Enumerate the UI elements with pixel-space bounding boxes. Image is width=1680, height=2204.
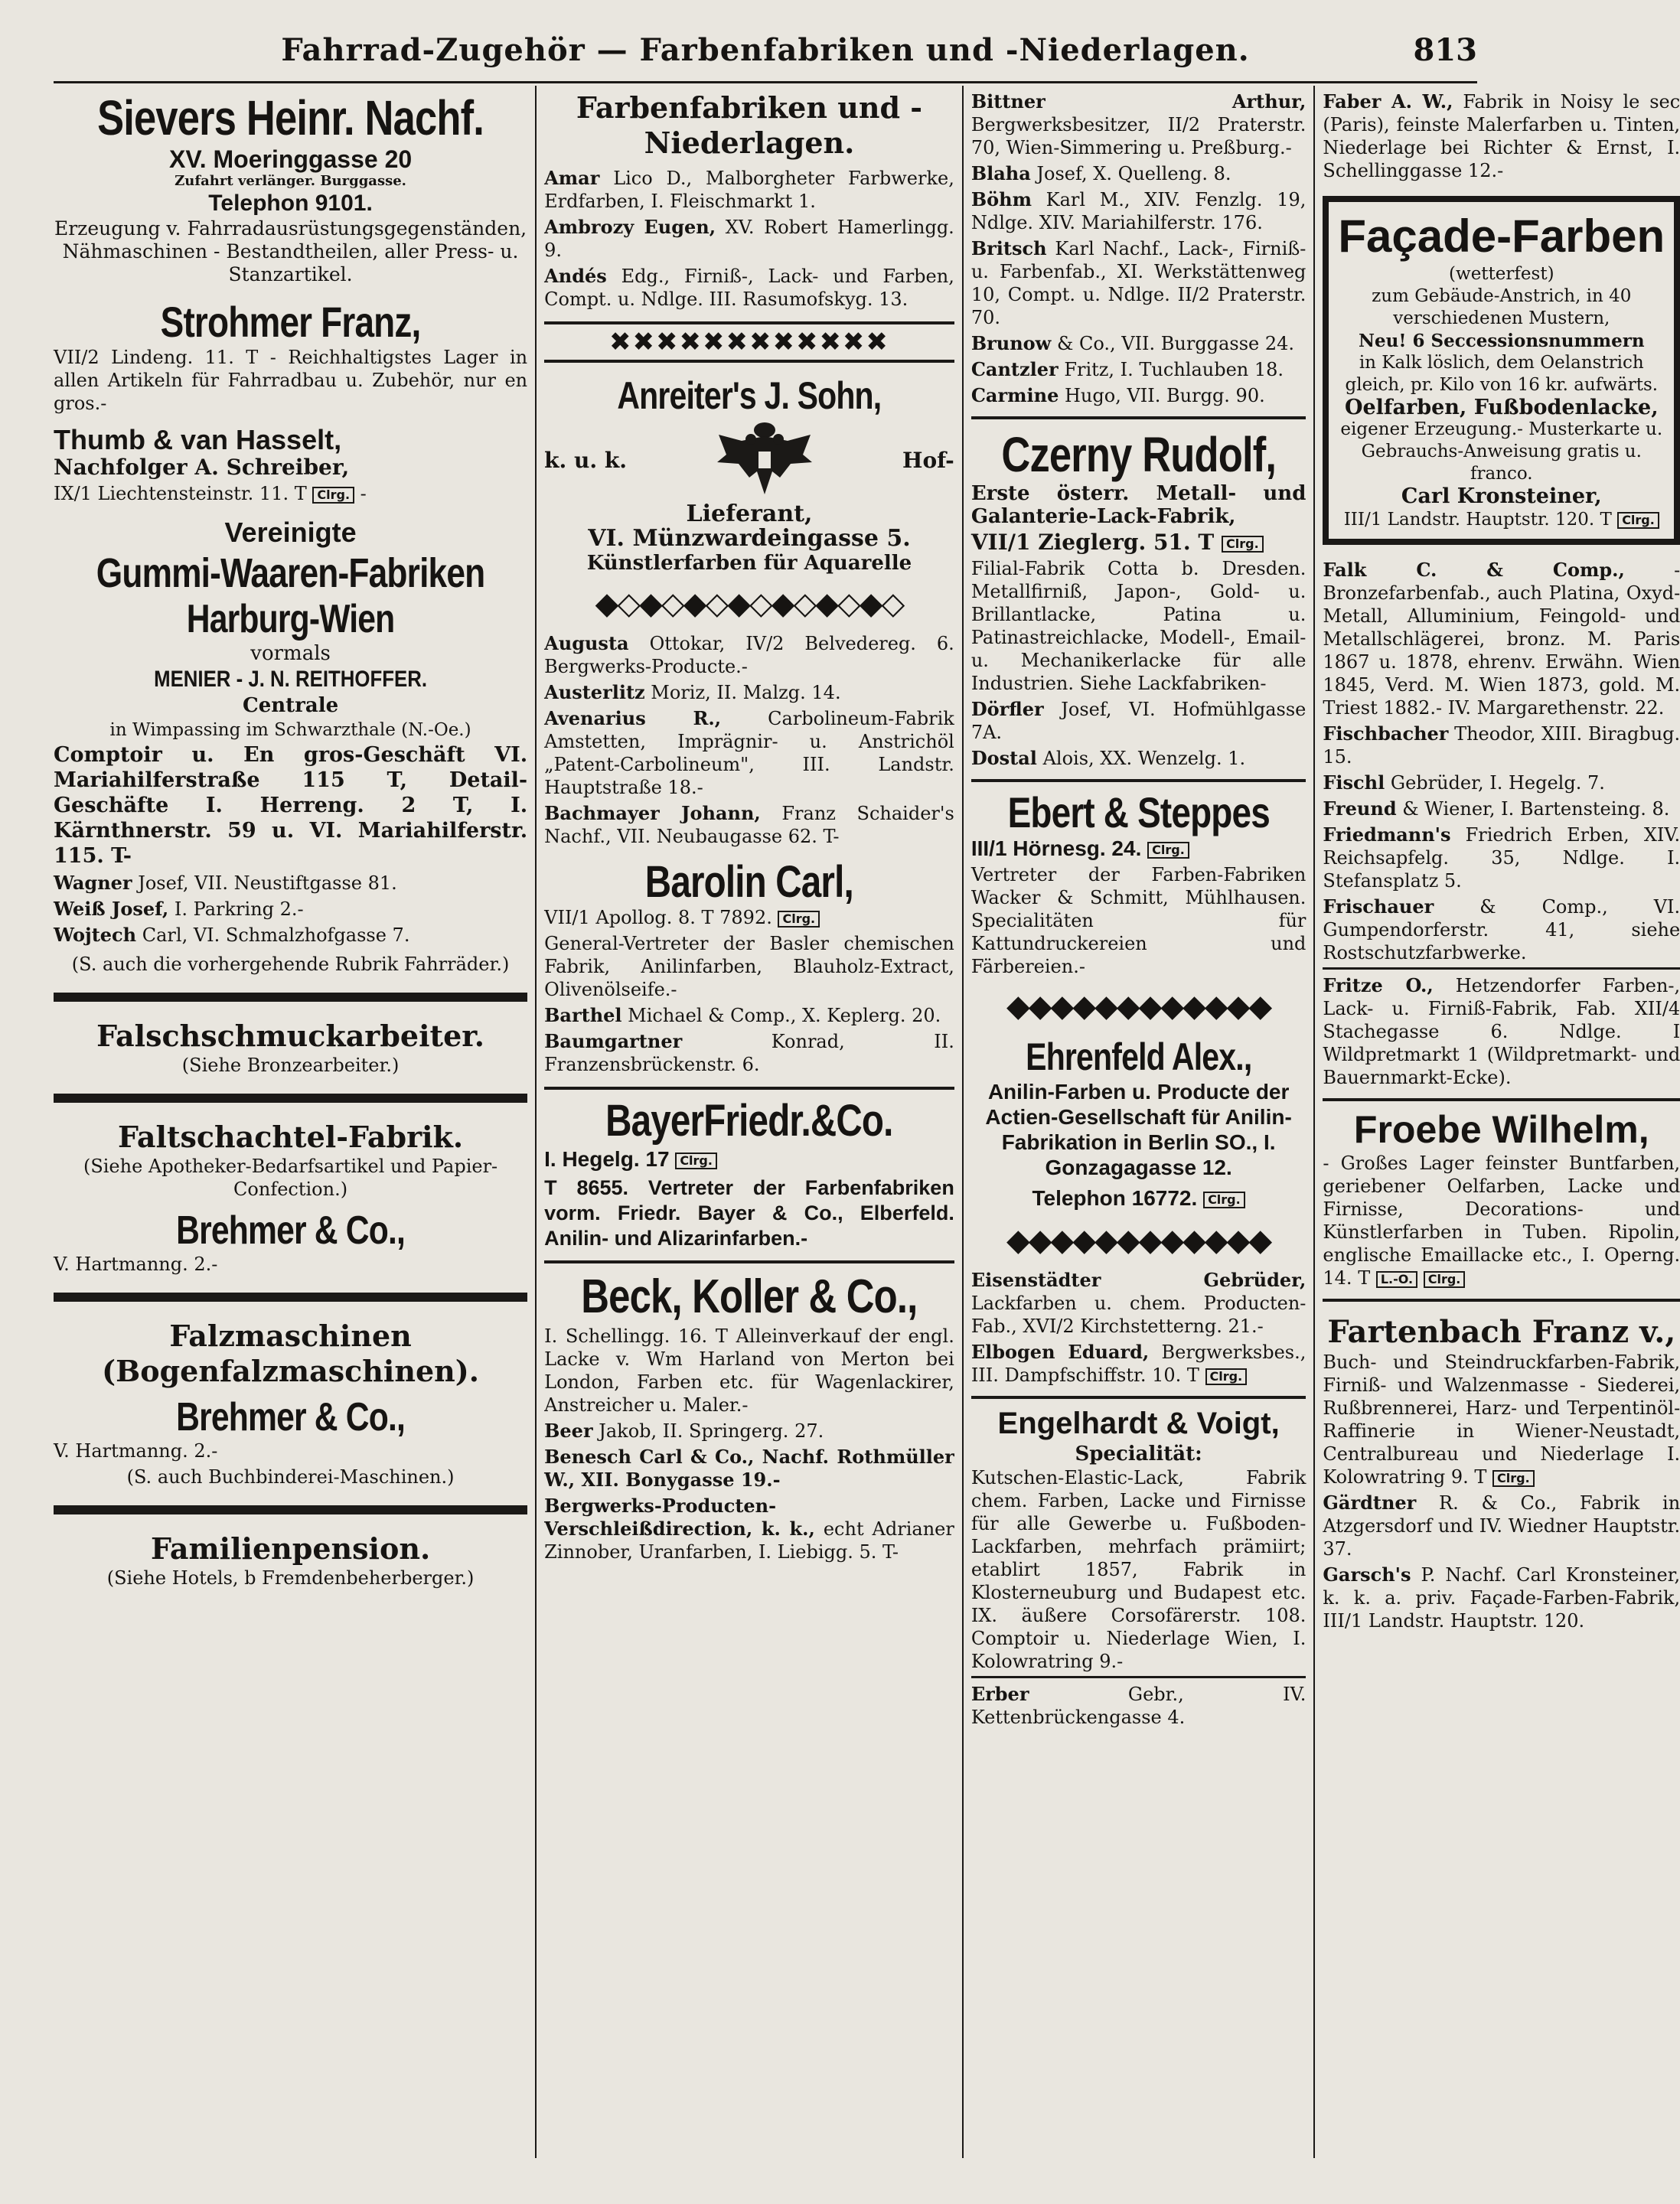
entry-text: & Comp., VI. Gumpendorferstr. 41, siehe Rostschutzfarbwerke. <box>1323 896 1680 963</box>
address-line <box>971 837 1306 860</box>
entry-name: Fritze O., <box>1323 974 1434 996</box>
text: in Kalk löslich, dem Oelanstrich gleich, pr. Kilo von 16 kr. aufwärts. <box>1345 353 1659 395</box>
entry-name: Frischauer <box>1323 895 1434 918</box>
address-line: IX/1 Liechtensteinstr. 11. T Clrg. - <box>54 483 367 504</box>
description: T 8655. Vertreter der Farbenfabriken vorm. Friedr. Bayer & Co., Elberfeld. Anilin- und Alizarinfarben.- <box>544 1176 954 1250</box>
ad-thumb <box>54 424 527 505</box>
description: Erzeugung v. Fahrradausrüstungsgegenständen, Nähmaschinen - Bestandtheilen, aller Press- u. Stanzartikel. <box>54 217 527 285</box>
list-item <box>971 698 1306 744</box>
section-rule <box>54 993 527 1002</box>
list-item <box>1323 559 1680 719</box>
entry-name: Dörfler <box>970 698 1044 720</box>
address: IX/1 Liechtensteinstr. 11. T <box>54 483 307 504</box>
column-3 <box>962 86 1314 2158</box>
cross-reference: (S. auch die vorhergehende Rubrik Fahrräder.) <box>71 954 510 975</box>
list-item <box>544 216 954 262</box>
address: VII/1 Apollog. 8. T 7892. <box>544 907 772 928</box>
entry-name: Benesch Carl & Co., Nachf. Rothmüller W., XII. Bonygasse 19.- <box>544 1446 954 1491</box>
entry-text: Edg., Firniß-, Lack- und Farben, Compt. u. Ndlge. III. Rasumofskyg. 13. <box>544 266 954 310</box>
entry-name: Barthel <box>544 1004 622 1026</box>
entry-text: Alois, XX. Wenzelg. 1. <box>1042 748 1246 769</box>
list-item <box>971 384 1306 407</box>
list-item <box>971 332 1306 355</box>
running-header <box>54 26 1477 83</box>
list-item <box>54 898 527 921</box>
company-name: Ebert & Steppes <box>1007 788 1270 836</box>
entry-name: Fischl <box>1323 771 1385 794</box>
entry-text: Josef, VI. Hofmühlgasse 7A. <box>970 699 1306 743</box>
entry-name: Falk C. & Comp., <box>1323 559 1625 581</box>
list-item <box>1323 895 1680 964</box>
ad-froebe <box>1323 1098 1680 1289</box>
entry-text: Bergwerksbesitzer, II/2 Praterstr. 70, Wien-Simmering u. Preßburg.- <box>970 114 1306 158</box>
entry-text: Konrad, II. Franzensbrückenstr. 6. <box>544 1031 954 1075</box>
ad-strohmer <box>54 298 527 415</box>
address-line <box>1338 509 1665 531</box>
list-item <box>544 681 954 704</box>
list-item <box>1323 797 1680 820</box>
section-heading: Falzmaschinen (Bogenfalzmaschinen). <box>102 1319 479 1388</box>
clearing-badge: Clrg. <box>778 911 820 928</box>
entry-text: Gebrüder, I. Hegelg. 7. <box>1390 772 1605 794</box>
purveyor-line <box>544 418 954 502</box>
entry-name: Wojtech <box>54 924 137 946</box>
entry-name: Böhm <box>970 188 1032 210</box>
section-rule <box>54 1094 527 1103</box>
list-item <box>971 1341 1306 1387</box>
list-item <box>54 924 527 947</box>
section-heading: Familienpension. <box>150 1531 431 1566</box>
ad-engelhardt <box>971 1396 1306 1673</box>
list-item <box>544 802 954 848</box>
zufahrt: Zufahrt verlänger. Burggasse. <box>175 173 406 189</box>
successor: Nachfolger A. Schreiber, <box>54 455 350 480</box>
entry-name: Britsch <box>970 237 1047 259</box>
entry-text: Bergwerksbes., III. Dampfschiffstr. 10. T <box>970 1342 1306 1386</box>
entry-text: Carl, VI. Schmalzhofgasse 7. <box>142 924 410 946</box>
section-heading: Farbenfabriken und -Niederlagen. <box>576 90 923 160</box>
header-title: Fahrrad-Zugehör — Farbenfabriken und -Niederlagen. <box>281 32 1250 68</box>
column-1 <box>54 86 535 2158</box>
entry-name: Fischbacher <box>1323 722 1449 745</box>
cross-reference: (Siehe Apotheker-Bedarfsartikel und Papier-Confection.) <box>83 1156 498 1200</box>
ornament-divider: ✖✖✖✖✖✖✖✖✖✖✖✖ <box>544 321 954 363</box>
company-name: BayerFriedr.&Co. <box>605 1096 893 1146</box>
gummi-l7: in Wimpassing im Schwarzthale (N.-Oe.) <box>109 720 471 740</box>
double-eagle-icon <box>711 418 818 502</box>
telephon: Telephon 9101. <box>208 191 373 216</box>
entry-text: Fabrik in Noisy le sec (Paris), feinste Malerfarben u. Tinten, Niederlage bei Richter & Ernst, I. Schellinggasse 12.- <box>1323 91 1680 181</box>
ad-barolin <box>544 859 954 1001</box>
entry-name: Wagner <box>54 872 132 894</box>
ad-ebert <box>971 779 1306 978</box>
entry-text: Hetzendorfer Farben-, Lack- u. Firniß-Fabrik, Fab. XII/4 Stachegasse 6. Ndlge. I Wildpretmarkt 1 (Wildpretmarkt- und Bauernmarkt-Ecke). <box>1323 975 1680 1088</box>
entry-name: Bergwerks-Producten-Verschleißdirection, k. k., <box>544 1495 815 1540</box>
list-item <box>971 162 1306 185</box>
entry-text: Lico D., Malborgheter Farbwerke, Erdfarben, I. Fleischmarkt 1. <box>544 168 954 212</box>
company-name: Fartenbach Franz v., <box>1327 1314 1676 1350</box>
address: VI. Münzwardeingasse 5. <box>588 525 911 552</box>
ad-bayer <box>544 1087 954 1251</box>
entry-text: Theodor, XIII. Biragbug. 15. <box>1323 723 1680 768</box>
text: zum Gebäude-Anstrich, in 40 verschiedenen Mustern, <box>1372 286 1632 328</box>
entry-name: Freund <box>1323 797 1397 820</box>
section-rule <box>54 1293 527 1302</box>
company-name: Brehmer & Co., <box>176 1208 406 1253</box>
facade-body <box>1338 263 1665 531</box>
specialty: Künstlerfarben für Aquarelle <box>586 552 912 575</box>
list-item <box>54 872 527 895</box>
gummi-l3: Harburg-Wien <box>186 597 395 641</box>
address: VII/1 Zieglerg. 51. T <box>970 530 1215 555</box>
list-item <box>544 1446 954 1492</box>
description: Filial-Fabrik Cotta b. Dresden. Metallfirniß, Japon-, Gold- u. Brillantlacke, Patina u. Patinastreichlacke, Modell-, Email- u. Mechanikerlacke für alle Industrien. Siehe Lackfabriken- <box>970 558 1306 694</box>
ad-fartenbach <box>1323 1299 1680 1488</box>
badge: L.-O. <box>1376 1271 1417 1288</box>
clearing-badge: Clrg. <box>312 487 354 504</box>
gummi-l5: MENIER - J. N. REITHOFFER. <box>154 667 428 692</box>
company-name: Barolin Carl, <box>644 857 854 907</box>
description-line <box>1323 1152 1680 1289</box>
entry-name: Bittner Arthur, <box>970 90 1306 112</box>
list-item <box>971 358 1306 381</box>
entry-name: Faber A. W., <box>1323 90 1453 112</box>
description: VII/2 Lindeng. 11. T - Reichhaltigstes Lager in allen Artikeln für Fahrradbau u. Zubehör, nur en gros.- <box>54 347 528 414</box>
section-heading: Falschschmuckarbeiter. <box>96 1019 485 1053</box>
address: V. Hartmanng. 2.- <box>54 1440 218 1462</box>
cross-reference: (Siehe Hotels, b Fremdenbeherberger.) <box>106 1567 475 1589</box>
entry-text: Michael & Comp., X. Keplerg. 20. <box>628 1005 941 1026</box>
address-line <box>544 906 954 929</box>
entry-name: Eisenstädter Gebrüder, <box>970 1269 1306 1291</box>
clearing-badge: Clrg. <box>1203 1192 1245 1208</box>
entry-name: Weiß Josef, <box>54 898 169 920</box>
ad-anreiter <box>544 373 954 575</box>
column-4 <box>1313 86 1680 2158</box>
list-item <box>1323 1563 1680 1632</box>
subtitle: (wetterfest) <box>1449 264 1554 284</box>
list-item <box>544 167 954 213</box>
list-item <box>544 1495 954 1563</box>
description: Buch- und Steindruckfarben-Fabrik, Firniß- und Walzenmasse - Siederei, Rußbrennerei, Harz- und Terpentinöl-Raffinerie in Wiener-Neustadt, Centralbureau und Niederlage I. Kolowratring 9. T <box>1323 1351 1680 1488</box>
company-name: Ehrenfeld Alex., <box>1025 1035 1252 1078</box>
company-name: Strohmer Franz, <box>160 298 421 346</box>
ad-czerny <box>971 416 1306 695</box>
entry-name: Avenarius R., <box>544 707 722 729</box>
entry-text: XV. Robert Hamerlingg. 9. <box>544 217 954 261</box>
gummi-l2: Gummi-Waaren-Fabriken <box>96 550 485 596</box>
address: III/1 Landstr. Hauptstr. 120. T <box>1343 510 1612 530</box>
description: Anilin-Farben u. Producte der Actien-Gesellschaft für Anilin-Fabrikation in Berlin SO., I. Gonzagagasse 12. <box>985 1080 1292 1179</box>
ad-sievers <box>54 90 527 286</box>
entry-text: & Wiener, I. Bartensteing. 8. <box>1402 798 1670 820</box>
page-number: 813 <box>1413 32 1477 68</box>
clearing-badge: Clrg. <box>1617 512 1659 529</box>
company-name: Sievers Heinr. Nachf. <box>97 90 484 145</box>
ad-beck <box>544 1260 954 1417</box>
entry-name: Carmine <box>970 384 1059 406</box>
company-name: Thumb & van Hasselt, <box>54 424 342 455</box>
entry-name: Cantzler <box>970 358 1059 380</box>
proprietor: Carl Kronsteiner, <box>1401 484 1602 508</box>
description: Kutschen-Elastic-Lack, Fabrik chem. Farben, Lacke und Firnisse für alle Gewerbe u. Fußboden-Lackfarben, mehrfach prämiirt; etablirt 1857, Fabrik in Klosterneuburg und Budapest etc. IX. äußere Corsofärerstr. 108. Comptoir u. Niederlage Wien, I. Kolowratring 9.- <box>970 1467 1306 1672</box>
entry-text: Karl M., XIV. Fenzlg. 19, Ndlge. XIV. Mariahilferstr. 176. <box>970 189 1306 233</box>
entry-text: I. Parkring 2.- <box>174 898 304 920</box>
description-line <box>1323 1351 1680 1488</box>
list-item <box>544 1004 954 1027</box>
clearing-badge: Clrg. <box>1147 842 1189 859</box>
description: - Großes Lager feinster Buntfarben, geriebener Oelfarben, Lacke und Firnisse, Decorations- und Künstlerfarben in Tuben. Ripolin, englische Emaillacke etc., I. Operng. 14. T <box>1323 1153 1680 1289</box>
cross-reference: (S. auch Buchbinderei-Maschinen.) <box>126 1466 455 1488</box>
text: eigener Erzeugung.- Musterkarte u. Gebrauchs-Anweisung gratis u. franco. <box>1340 419 1663 484</box>
entry-text: Gebr., IV. Kettenbrückengasse 4. <box>970 1684 1306 1728</box>
entry-name: Ambrozy Eugen, <box>544 216 716 238</box>
entry-name: Friedmann's <box>1323 823 1451 846</box>
company-name: Engelhardt & Voigt, <box>997 1407 1280 1440</box>
entry-name: Gärdtner <box>1323 1492 1417 1514</box>
company-name: Czerny Rudolf, <box>1001 427 1277 482</box>
clearing-badge: Clrg. <box>1222 536 1264 553</box>
company-name: Froebe Wilhelm, <box>1353 1108 1649 1151</box>
list-item <box>1323 90 1680 182</box>
company-name: Beck, Koller & Co., <box>581 1270 918 1323</box>
description: I. Schellingg. 16. T Alleinverkauf der engl. Lacke v. Wm Harland von Merton bei London, Farben etc. für Wagenlackirer, Anstreicher u. Maler.- <box>544 1325 954 1416</box>
tagline: Erste österr. Metall- und Galanterie-Lack-Fabrik, <box>970 482 1306 528</box>
section-heading: Faltschachtel-Fabrik. <box>118 1120 464 1154</box>
ornament-divider: ◆◆◆◆◆◆◆◆◆◆◆◆ <box>1006 989 1271 1024</box>
entry-text: Ottokar, IV/2 Belvedereg. 6. Bergwerks-Producte.- <box>544 633 954 677</box>
address: V. Hartmanng. 2.- <box>54 1254 218 1275</box>
address: XV. Moeringgasse 20 <box>168 145 413 173</box>
entry-name: Erber <box>970 1683 1029 1705</box>
clearing-badge: Clrg. <box>1424 1271 1466 1288</box>
list-item <box>1323 771 1680 794</box>
address-line <box>971 531 1306 554</box>
entry-name: Beer <box>544 1420 593 1442</box>
entry-text: Friedrich Erben, XIV. Reichsapfelg. 35, Ndlge. I. Stefansplatz 5. <box>1323 824 1680 892</box>
list-item <box>971 237 1306 329</box>
telephon: Telephon 16772. <box>1032 1186 1198 1210</box>
highlight: Oelfarben, Fußbodenlacke, <box>1344 396 1659 419</box>
list-item <box>544 265 954 311</box>
address-line <box>544 1146 954 1172</box>
entry-text: Lackfarben u. chem. Producten-Fab., XVI/2 Kirchstetterng. 21.- <box>970 1293 1306 1337</box>
company-name: Anreiter's J. Sohn, <box>617 374 882 417</box>
list-item <box>544 1030 954 1076</box>
ornament-divider: ◆◇◆◇◆◇◆◇◆◇◆◇◆◇ <box>595 586 904 621</box>
hof-label: Hof- <box>902 447 954 473</box>
facade-title: Façade-Farben <box>1338 210 1665 262</box>
list-item <box>971 1676 1306 1729</box>
entry-text: Jakob, II. Springerg. 27. <box>599 1420 824 1442</box>
company-name: Brehmer & Co., <box>176 1395 406 1439</box>
columns <box>54 86 1680 2158</box>
ad-ehrenfeld <box>971 1035 1306 1212</box>
entry-name: Garsch's <box>1323 1563 1411 1586</box>
entry-text: Fritz, I. Tuchlauben 18. <box>1064 359 1284 380</box>
highlight: Neu! 6 Seccessionsnummern <box>1358 331 1645 351</box>
gummi-l6: Centrale <box>243 694 339 717</box>
address: I. Hegelg. 17 <box>544 1147 670 1171</box>
entry-text: Josef, VII. Neustiftgasse 81. <box>138 872 397 894</box>
entry-text: R. & Co., Fabrik in Atzgersdorf und IV. Wiedner Hauptstr. 37. <box>1323 1492 1680 1560</box>
gummi-l4: vormals <box>250 642 331 665</box>
list-item <box>1323 967 1680 1089</box>
list-item <box>544 1420 954 1443</box>
kuk-label: k. u. k. <box>544 447 628 473</box>
description: General-Vertreter der Basler chemischen Fabrik, Anilinfarben, Blauholz-Extract, Olivenölseife.- <box>544 933 954 1000</box>
entry-text: echt Adrianer Zinnober, Uranfarben, I. Liebigg. 5. T- <box>544 1518 954 1563</box>
entry-name: Brunow <box>970 332 1052 354</box>
entry-text: Carbolineum-Fabrik Amstetten, Imprägnir- u. Anstrichöl „Patent-Carbolineum", III. Landstr. Hauptstraße 18.- <box>544 708 954 798</box>
entry-name: Elbogen Eduard, <box>970 1341 1150 1363</box>
cross-reference: (Siehe Bronzearbeiter.) <box>181 1055 400 1076</box>
list-item <box>1323 1492 1680 1560</box>
ornament-divider: ◆◆◆◆◆◆◆◆◆◆◆◆ <box>1006 1223 1271 1258</box>
entry-name: Blaha <box>970 162 1031 184</box>
section-rule <box>54 1505 527 1514</box>
list-item <box>1323 823 1680 892</box>
entry-name: Dostal <box>970 747 1037 769</box>
entry-text: Franz Schaider's Nachf., VII. Neubaugasse 62. T- <box>544 803 954 847</box>
entry-name: Austerlitz <box>544 681 645 703</box>
gummi-l1: Vereinigte <box>224 517 357 548</box>
clearing-badge: Clrg. <box>1492 1470 1535 1487</box>
entry-name: Bachmayer Johann, <box>544 802 761 824</box>
address: III/1 Hörnesg. 24. <box>970 836 1142 860</box>
entry-text: Josef, X. Quelleng. 8. <box>1036 163 1231 184</box>
lieferant: Lieferant, <box>686 500 813 527</box>
list-item <box>1323 722 1680 768</box>
entry-text: P. Nachf. Carl Kronsteiner, k. k. a. priv. Façade-Farben-Fabrik, III/1 Landstr. Hauptstr. 120. <box>1323 1564 1680 1632</box>
list-item <box>544 632 954 678</box>
ad-gummi <box>54 516 527 869</box>
list-item <box>971 747 1306 770</box>
list-item <box>971 188 1306 234</box>
column-2 <box>535 86 962 2158</box>
gummi-l8: Comptoir u. En gros-Geschäft VI. Mariahilferstraße 115 T, Detail-Geschäfte I. Herreng. 2 T, I. Kärnthnerstr. 59 u. VI. Mariahilferstr. 115. T- <box>54 743 528 868</box>
list-item <box>971 1269 1306 1338</box>
entry-name: Baumgartner <box>544 1030 683 1052</box>
entry-text: Hugo, VII. Burgg. 90. <box>1065 385 1265 406</box>
specialty-label: Specialität: <box>1075 1443 1202 1466</box>
list-item <box>971 90 1306 159</box>
entry-text: - Bronzefarbenfab., auch Platina, Oxyd-Metall, Alluminium, Feingold- und Metallschlägerei, bronz. M. Paris 1867 u. 1878, ehrenv. Erwähn. Wien 1845, Verd. M. Wien 1873, gold. M. Triest 1882.- IV. Margarethenstr. 22. <box>1323 559 1680 719</box>
clearing-badge: Clrg. <box>1205 1368 1248 1385</box>
entry-text: & Co., VII. Burggasse 24. <box>1056 333 1295 354</box>
clearing-badge: Clrg. <box>675 1153 717 1169</box>
entry-name: Amar <box>544 167 600 189</box>
entry-text: Karl Nachf., Lack-, Firniß- u. Farbenfab., XI. Werkstättenweg 10, Compt. u. Ndlge. II/2 Praterstr. 70. <box>970 238 1306 328</box>
entry-name: Augusta <box>544 632 629 654</box>
entry-name: Andés <box>544 265 607 287</box>
ad-facade-box <box>1323 196 1680 545</box>
telephon-line <box>971 1185 1306 1212</box>
description: Vertreter der Farben-Fabriken Wacker & Schmitt, Mühlhausen. Specialitäten für Kattundruckereien und Färbereien.- <box>970 864 1306 977</box>
entry-text: Moriz, II. Malzg. 14. <box>651 682 841 703</box>
list-item <box>544 707 954 799</box>
